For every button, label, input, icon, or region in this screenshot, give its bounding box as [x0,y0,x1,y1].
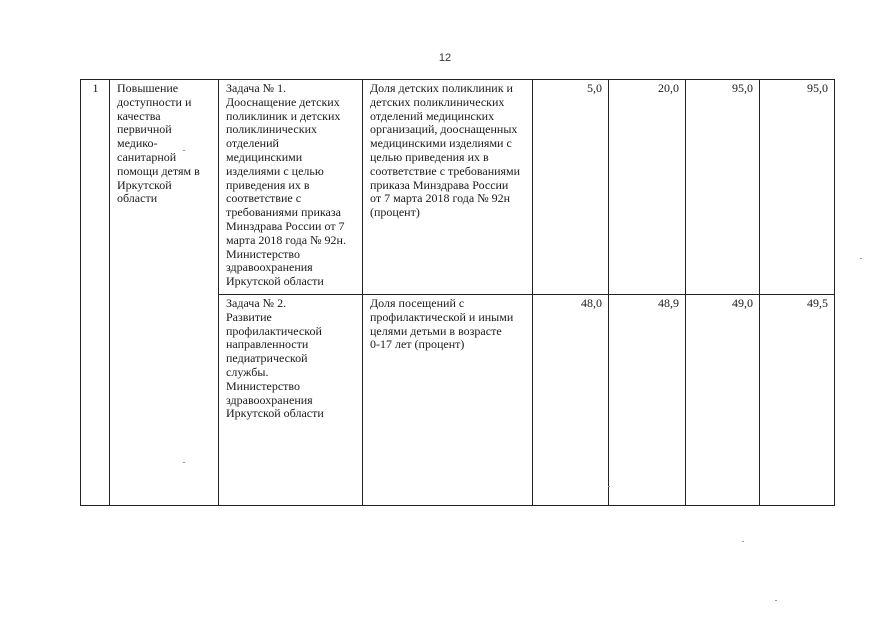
task-text-line: марта 2018 года № 92н. [226,232,346,247]
scan-speck [742,541,744,542]
task-text-line: поликлинических [226,122,317,137]
task-text-line: Министерство [226,378,300,393]
task-text-line: медицинскими [226,149,303,164]
indicator-cell [363,80,533,295]
indicator-cell [363,295,533,506]
indicator-text-line: целью приведения их в [370,149,489,164]
scan-speck [183,150,185,151]
page-number: 12 [438,52,452,64]
task-text-line: профилактической [226,323,322,338]
value-cell: 48,9 [609,295,686,506]
indicator-text-line: от 7 марта 2018 года № 92н [370,191,511,206]
task-text-line: Иркутской области [226,406,324,421]
task-text-line: направленности [226,337,309,352]
scan-speck [775,600,777,601]
goal-text-line: доступности и [117,94,192,109]
value-cell: 5,0 [533,80,609,295]
value-cell: 20,0 [609,80,686,295]
goal-text-line: качества [117,108,161,123]
goal-text-line: помощи детям в [117,163,200,178]
task-text-line: Развитие [226,309,272,324]
task-cell [219,295,363,506]
indicator-text-line: целями детьми в возрасте [370,323,502,338]
indicator-text-line: приказа Минздрава России [370,177,509,192]
goal-text-line: санитарной [117,149,177,164]
goal-text-line: Повышение [117,81,179,95]
task-cell [219,80,363,295]
goal-text-line: области [117,191,158,206]
indicator-text-line: (процент) [370,205,420,220]
goal-text-line: Иркутской [117,177,172,192]
task-text-line: требованиями приказа [226,205,341,220]
task-text-line: Задача № 1. [226,81,287,95]
task-text-line: Задача № 2. [226,296,287,310]
value-cell: 49,5 [760,295,835,506]
task-text-line: поликлиник и детских [226,108,341,123]
indicators-table [80,79,835,506]
task-text-line: изделиями с целью [226,163,324,178]
indicator-text-line: отделений медицинских [370,108,495,123]
value-cell: 95,0 [760,80,835,295]
table-row [81,80,835,295]
indicator-text-line: организаций, дооснащенных [370,122,518,137]
value-cell: 95,0 [686,80,760,295]
task-text-line: здравоохранения [226,392,313,407]
task-text-line: отделений [226,136,279,151]
task-text-line: педиатрической [226,351,308,366]
indicator-text-line: 0-17 лет (процент) [370,337,465,352]
value-cell: 48,0 [533,295,609,506]
goal-text-line: медико- [117,136,158,151]
scan-speck [608,486,610,487]
indicator-text-line: детских поликлинических [370,94,505,109]
task-text-line: здравоохранения [226,260,313,275]
task-text-line: службы. [226,364,269,379]
row-number-cell: 1 [81,80,110,506]
indicator-text-line: медицинскими изделиями с [370,136,512,151]
value-cell: 49,0 [686,295,760,506]
goal-cell [110,80,219,506]
task-text-line: Министерство [226,246,300,261]
task-text-line: соответствие с [226,191,302,206]
task-text-line: Иркутской области [226,274,324,289]
task-text-line: Минздрава России от 7 [226,218,345,233]
indicator-text-line: Доля детских поликлиник и [370,81,513,95]
indicator-text-line: Доля посещений с [370,296,465,310]
goal-text-line: первичной [117,122,172,137]
indicator-text-line: соответствие с требованиями [370,163,521,178]
scan-speck [183,462,185,463]
task-text-line: приведения их в [226,177,310,192]
indicator-text-line: профилактической и иными [370,309,514,324]
task-text-line: Дооснащение детских [226,94,340,109]
scan-speck [860,258,862,259]
